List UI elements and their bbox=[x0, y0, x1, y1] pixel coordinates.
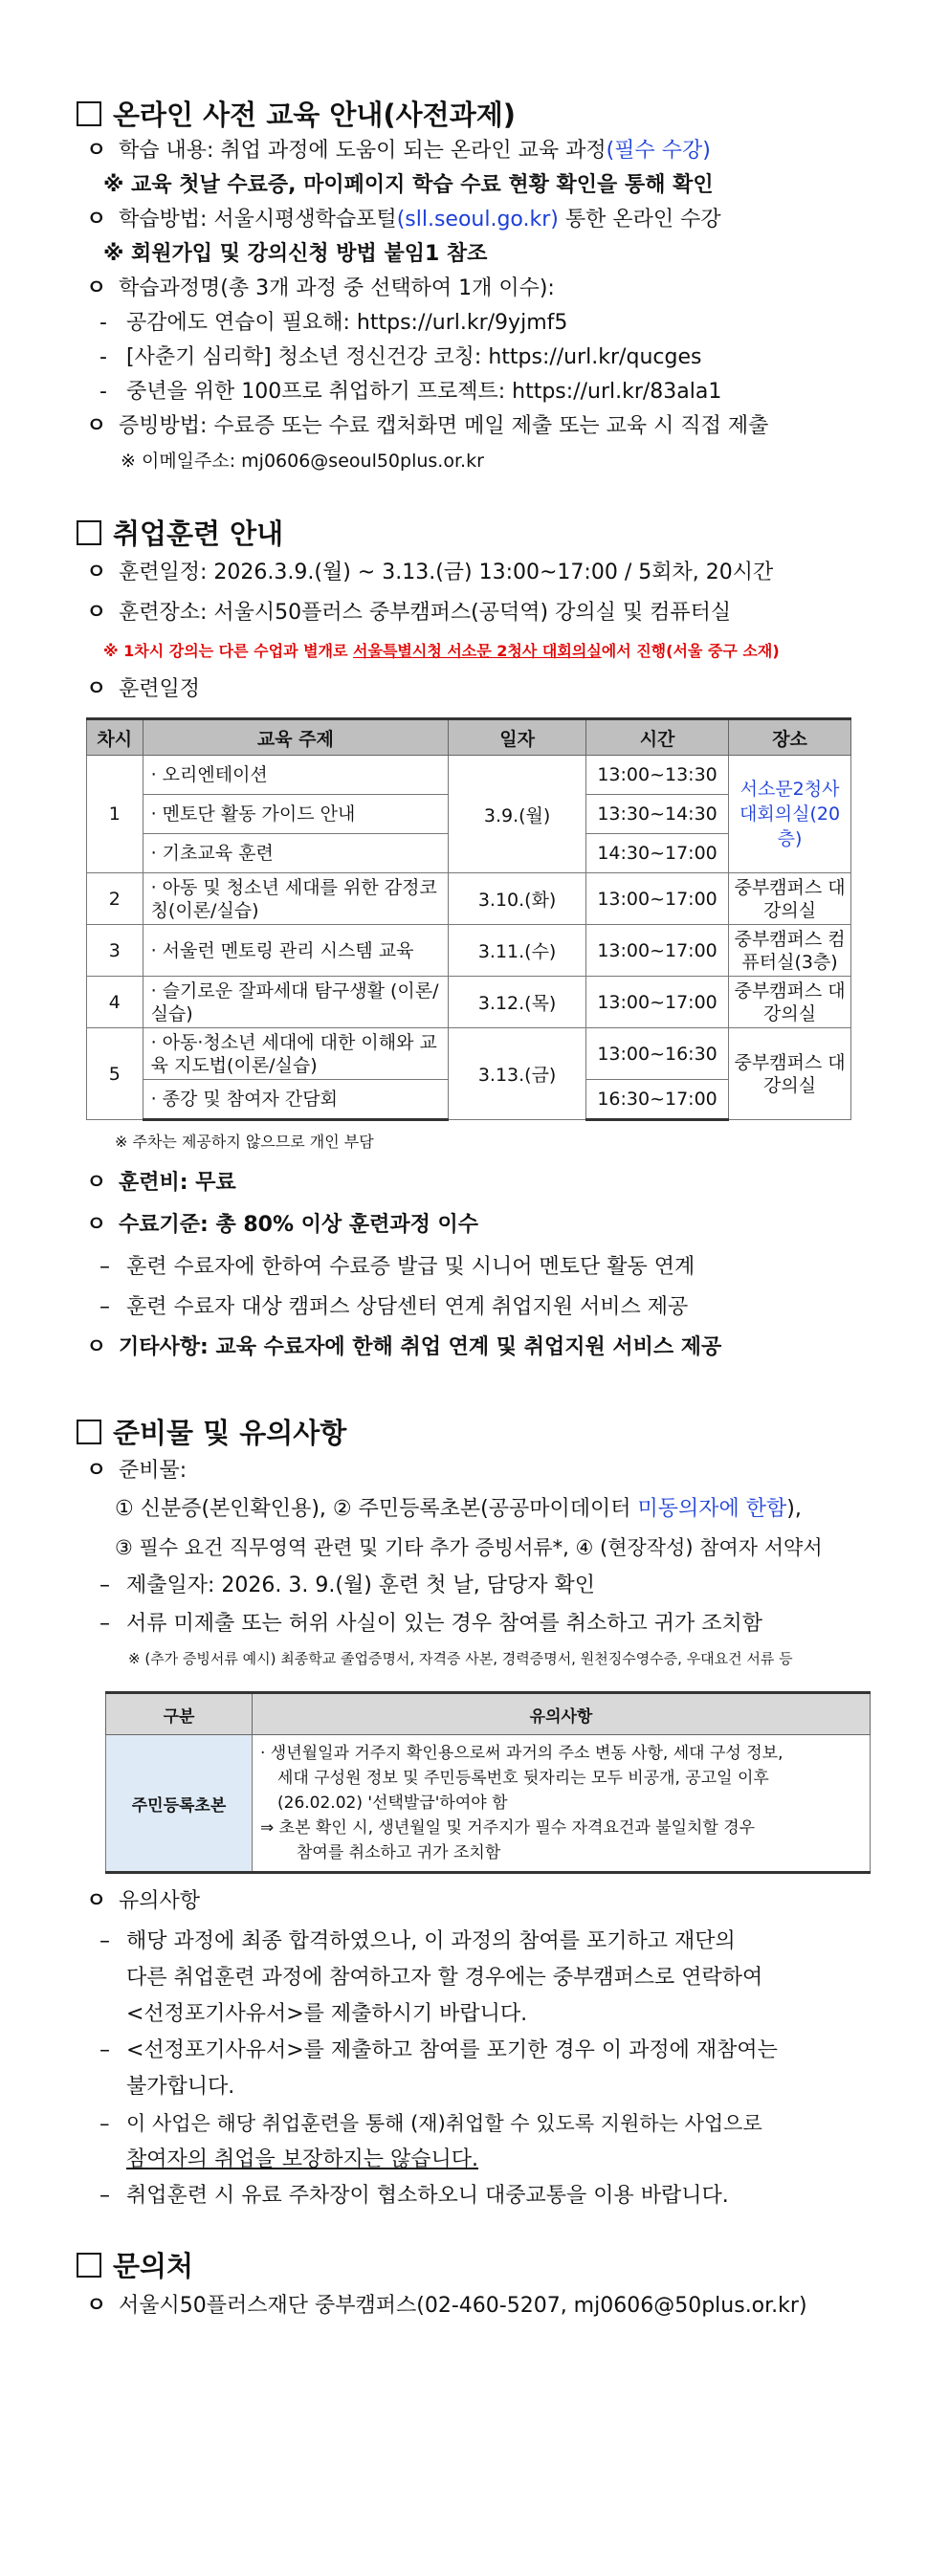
checkbox-square-icon bbox=[77, 520, 101, 545]
caution-item: – <선정포기사유서>를 제출하고 참여를 포기한 경우 이 과정에 재참여는 bbox=[99, 2038, 778, 2062]
course-item: - [사춘기 심리학] 청소년 정신건강 코칭: https://url.kr/qucges bbox=[99, 345, 702, 369]
table-row: 5 · 아동·청소년 세대에 대한 이해와 교육 지도법(이론/실습) 3.13.(금) 13:00~16:30 중부캠퍼스 대강의실 bbox=[87, 1028, 851, 1080]
table-row: 3 · 서울런 멘토링 관리 시스템 교육 3.11.(수) 13:00~17:00 중부캠퍼스 컴퓨터실(3층) bbox=[87, 925, 851, 977]
document-notes-table bbox=[105, 1691, 871, 1874]
section-title-contact: 문의처 bbox=[77, 2247, 872, 2285]
caution-item: – 취업훈련 시 유료 주차장이 협소하오니 대중교통을 이용 바랍니다. bbox=[99, 2184, 729, 2208]
bullet-course-list: ㅇ 학습과정명(총 3개 과정 중 선택하여 1개 이수): bbox=[86, 276, 555, 300]
table-header-row: 구분 유의사항 bbox=[106, 1693, 871, 1735]
bullet-completion: ㅇ 수료기준: 총 80% 이상 훈련과정 이수 bbox=[86, 1213, 479, 1237]
materials-list: ③ 필수 요건 직무영역 관련 및 기타 추가 증빙서류*, ④ (현장작성) 참여자 서약서 bbox=[115, 1536, 823, 1559]
checkbox-square-icon bbox=[77, 2253, 101, 2278]
completion-detail: – 훈련 수료자 대상 캠퍼스 상담센터 연계 취업지원 서비스 제공 bbox=[99, 1295, 689, 1319]
course-item: - 중년을 위한 100프로 취업하기 프로젝트: https://url.kr/83ala1 bbox=[99, 380, 722, 404]
note-signup: ※ 회원가입 및 강의신청 방법 붙임1 참조 bbox=[103, 242, 488, 266]
caution-item: – 이 사업은 해당 취업훈련을 통해 (재)취업할 수 있도록 지원하는 사업으로 bbox=[99, 2112, 762, 2135]
submission-warning: – 서류 미제출 또는 허위 사실이 있는 경우 참여를 취소하고 귀가 조치함 bbox=[99, 1612, 762, 1636]
caution-item-cont: 참여자의 취업을 보장하지는 않습니다. bbox=[126, 2147, 479, 2171]
checkbox-square-icon bbox=[77, 101, 101, 126]
table-row: · 기초교육 훈련 14:30~17:00 bbox=[87, 834, 851, 873]
section-title-preparation: 준비물 및 유의사항 bbox=[77, 1414, 872, 1452]
submission-date: – 제출일자: 2026. 3. 9.(월) 훈련 첫 날, 담당자 확인 bbox=[99, 1574, 596, 1597]
caution-item-cont: 불가합니다. bbox=[126, 2075, 235, 2099]
course-item: - 공감에도 연습이 필요해: https://url.kr/9yjmf5 bbox=[99, 311, 568, 335]
caution-item-cont: <선정포기사유서>를 제출하시기 바랍니다. bbox=[126, 2002, 528, 2026]
table-header-row: 차시 교육 주제 일자 시간 장소 bbox=[87, 719, 851, 756]
bullet-cautions: ㅇ 유의사항 bbox=[86, 1889, 201, 1913]
table-row: 1 · 오리엔테이션 3.9.(월) 13:00~13:30 서소문2청사 대회의실(20층) bbox=[87, 756, 851, 795]
note-first-session: ※ 1차시 강의는 다른 수업과 별개로 서울특별시청 서소문 2청사 대회의실에서 진행(서울 중구 소재) bbox=[103, 642, 780, 660]
bullet-proof-method: ㅇ 증빙방법: 수료증 또는 수료 캡처화면 메일 제출 또는 교육 시 직접 제출 bbox=[86, 414, 769, 438]
table-row: 4 · 슬기로운 잘파세대 탐구생활 (이론/실습) 3.12.(목) 13:00~17:00 중부캠퍼스 대강의실 bbox=[87, 977, 851, 1028]
bullet-materials: ㅇ 준비물: bbox=[86, 1459, 188, 1483]
section-title-online: 온라인 사전 교육 안내(사전과제) bbox=[77, 96, 872, 134]
note-email: ※ 이메일주소: mj0606@seoul50plus.or.kr bbox=[121, 451, 484, 472]
note-certificate: ※ 교육 첫날 수료증, 마이페이지 학습 수료 현황 확인을 통해 확인 bbox=[103, 173, 714, 197]
schedule-table bbox=[86, 717, 851, 1121]
completion-detail: – 훈련 수료자에 한하여 수료증 발급 및 시니어 멘토단 활동 연계 bbox=[99, 1255, 695, 1279]
bullet-training-schedule: ㅇ 훈련일정: 2026.3.9.(월) ~ 3.13.(금) 13:00~17:00 / 5회차, 20시간 bbox=[86, 561, 774, 584]
section-title-training: 취업훈련 안내 bbox=[77, 515, 872, 553]
table-row: 주민등록초본 · 생년월일과 거주지 확인용으로써 과거의 주소 변동 사항, 세대 구성 정보, 세대 구성원 정보 및 주민등록번호 뒷자리는 모두 비공개, 공고일 이후 (26.02.02) '선택발급'하여야 함 ⇒ 초본 확인 시, 생년월일 및 거주지가 필수 자격요건과 불일치할 경우 참여를 취소하고 귀가 조치함 bbox=[106, 1735, 871, 1873]
bullet-training-place: ㅇ 훈련장소: 서울시50플러스 중부캠퍼스(공덕역) 강의실 및 컴퓨터실 bbox=[86, 601, 732, 625]
bullet-contact-info: ㅇ 서울시50플러스재단 중부캠퍼스(02-460-5207, mj0606@50plus.or.kr) bbox=[86, 2294, 807, 2318]
bullet-fee: ㅇ 훈련비: 무료 bbox=[86, 1171, 236, 1195]
checkbox-square-icon bbox=[77, 1420, 101, 1444]
bullet-training-timetable: ㅇ 훈련일정 bbox=[86, 677, 201, 701]
bullet-other: ㅇ 기타사항: 교육 수료자에 한해 취업 연계 및 취업지원 서비스 제공 bbox=[86, 1335, 722, 1359]
note-extra-documents: ※ (추가 증빙서류 예시) 최종학교 졸업증명서, 자격증 사본, 경력증명서, 원천징수영수증, 우대요건 서류 등 bbox=[128, 1650, 793, 1667]
materials-list: ① 신분증(본인확인용), ② 주민등록초본(공공마이데이터 미동의자에 한함), bbox=[115, 1497, 802, 1521]
table-row: · 멘토단 활동 가이드 안내 13:30~14:30 bbox=[87, 795, 851, 834]
bullet-learning-method: ㅇ 학습방법: 서울시평생학습포털(sll.seoul.go.kr) 통한 온라인 수강 bbox=[86, 208, 721, 231]
caution-item-cont: 다른 취업훈련 과정에 참여하고자 할 경우에는 중부캠퍼스로 연락하여 bbox=[126, 1966, 763, 1990]
document-page bbox=[77, 96, 872, 2327]
table-row: · 종강 및 참여자 간담회 16:30~17:00 bbox=[87, 1080, 851, 1120]
caution-item: – 해당 과정에 최종 합격하였으나, 이 과정의 참여를 포기하고 재단의 bbox=[99, 1929, 736, 1953]
bullet-learning-content: ㅇ 학습 내용: 취업 과정에 도움이 되는 온라인 교육 과정(필수 수강) bbox=[86, 139, 711, 163]
table-row: 2 · 아동 및 청소년 세대를 위한 감정코칭(이론/실습) 3.10.(화) 13:00~17:00 중부캠퍼스 대강의실 bbox=[87, 873, 851, 925]
note-parking: ※ 주차는 제공하지 않으므로 개인 부담 bbox=[115, 1133, 374, 1151]
